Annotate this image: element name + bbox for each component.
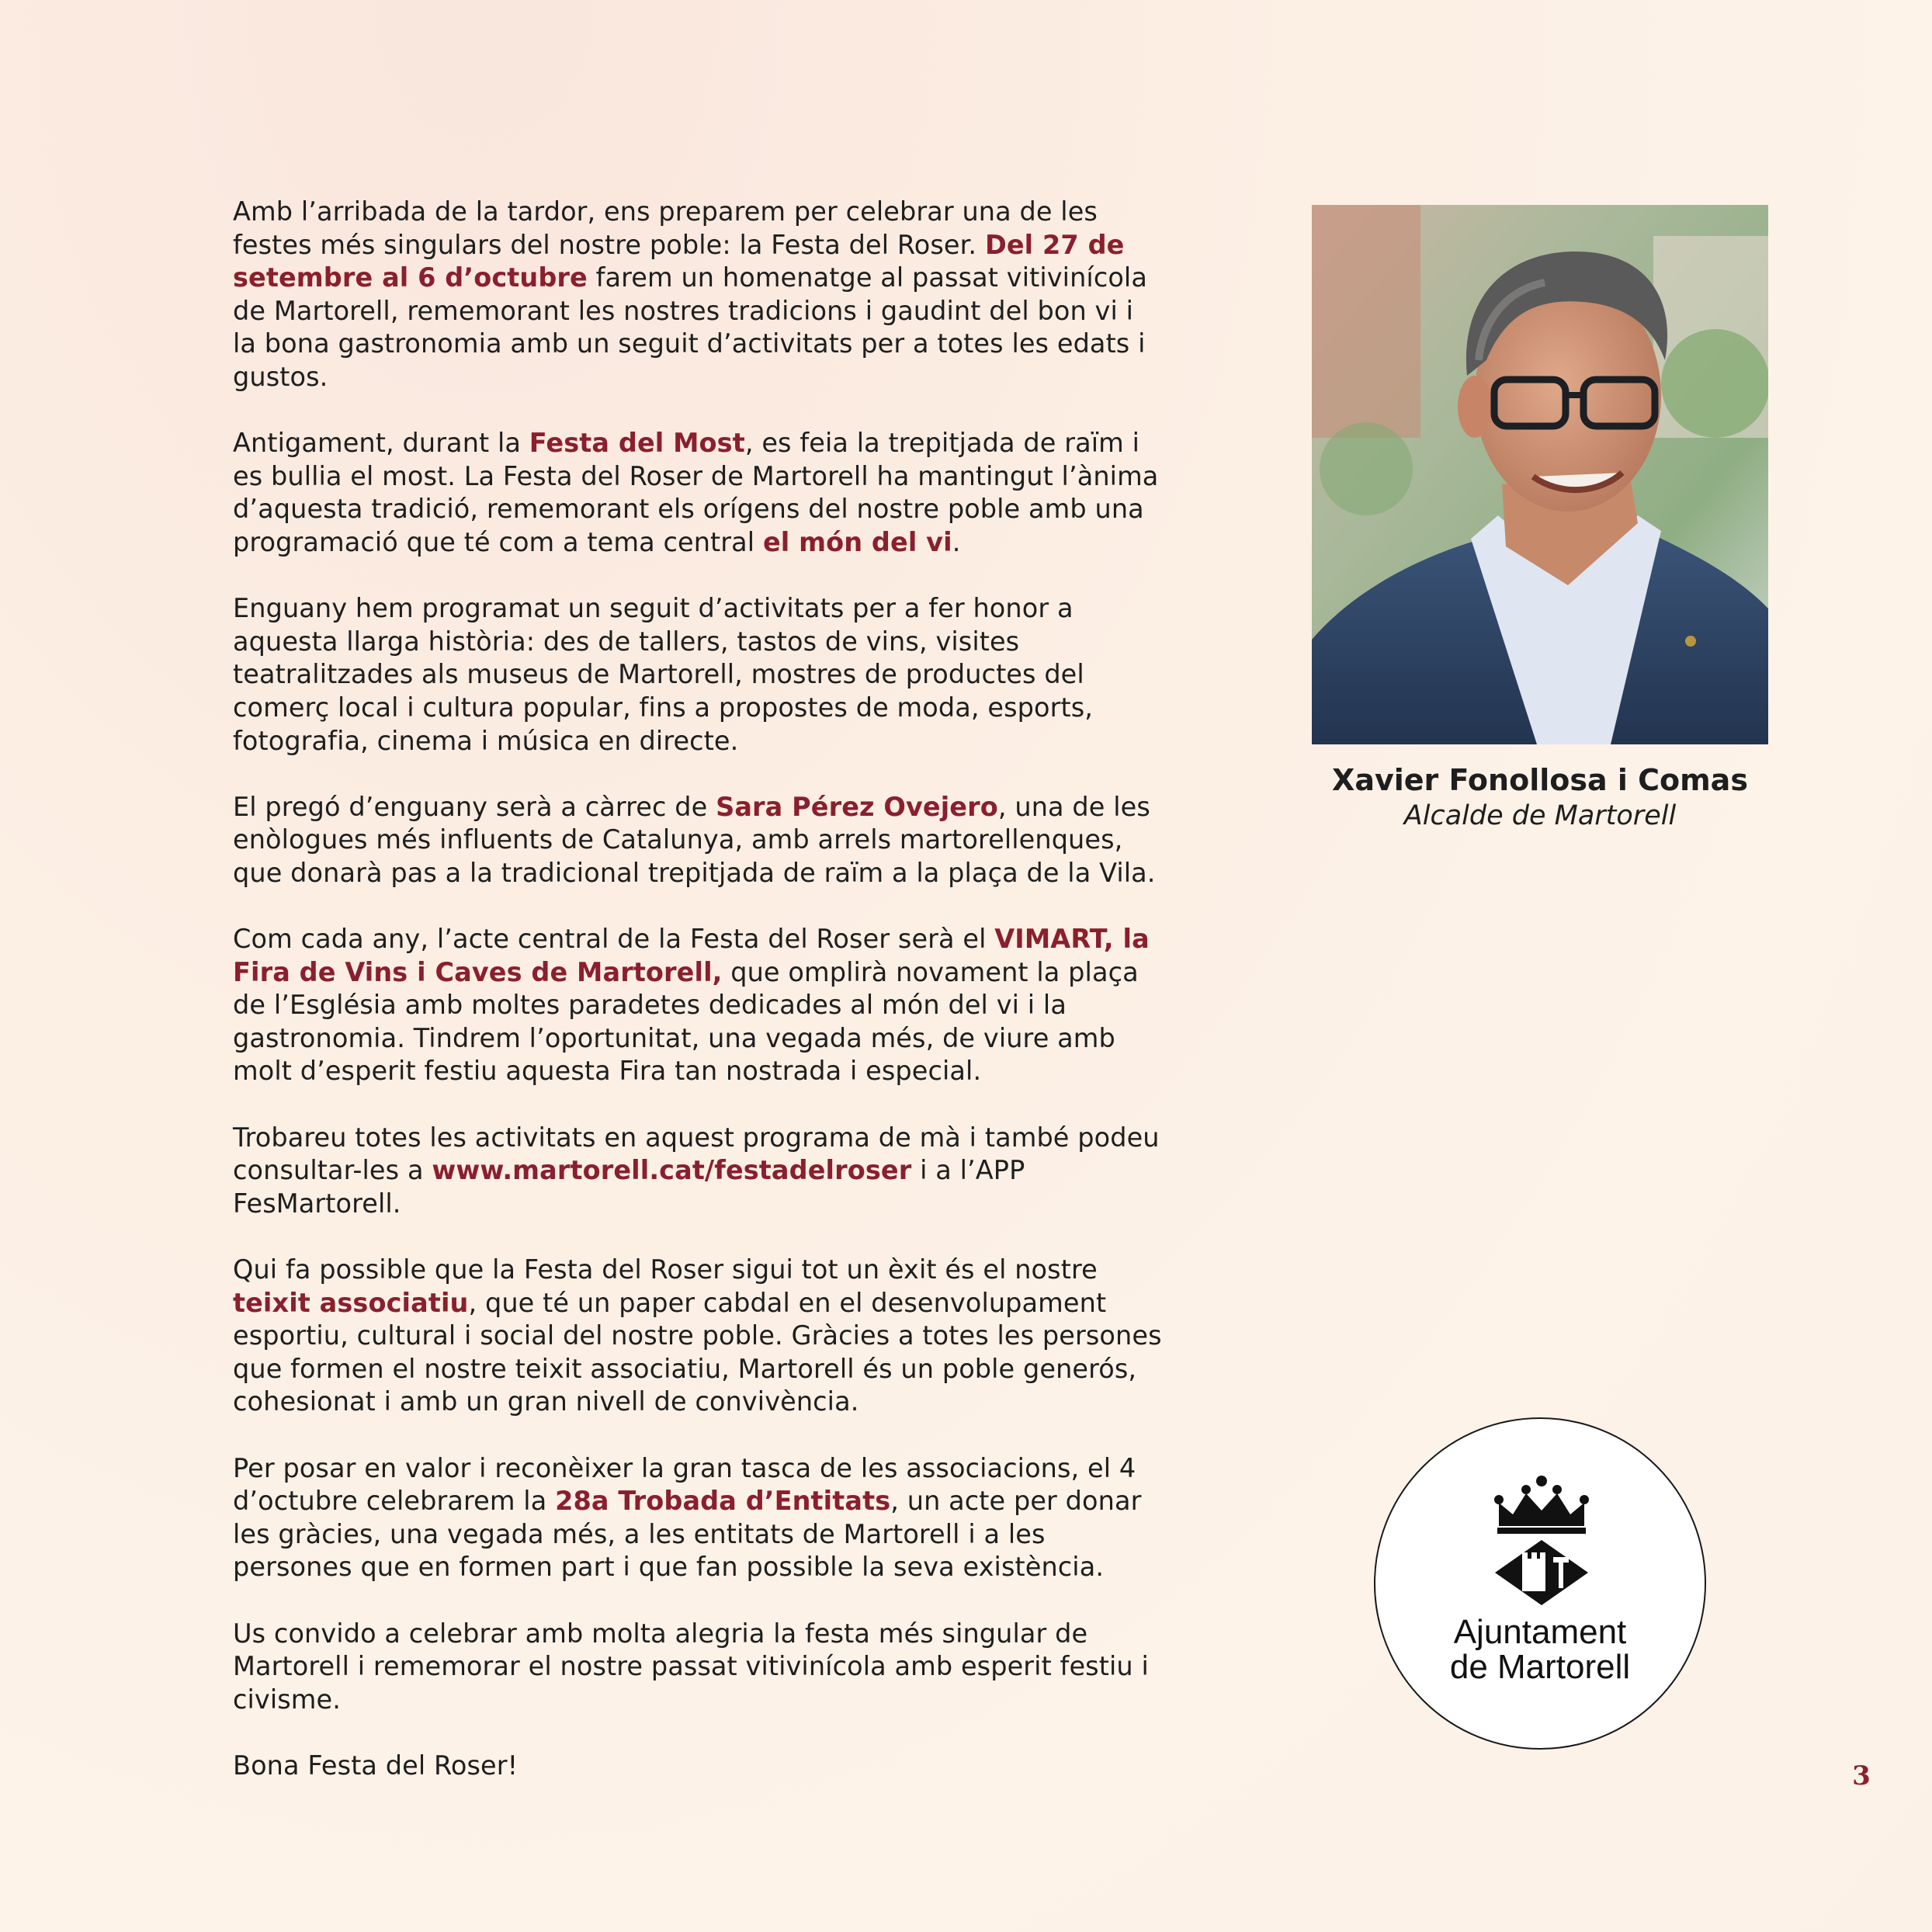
festa-url-link[interactable]: www.martorell.cat/festadelroser bbox=[432, 1155, 912, 1186]
coat-of-arms-icon bbox=[1491, 1472, 1592, 1608]
highlight-trobada-entitats: 28a Trobada d’Entitats bbox=[555, 1486, 891, 1517]
mayor-portrait bbox=[1312, 205, 1768, 744]
mayor-role: Alcalde de Martorell bbox=[1403, 800, 1677, 831]
highlight-dates: Del 27 de setembre al 6 d’octubre bbox=[233, 229, 1125, 293]
paragraph-1: Amb l’arribada de la tardor, ens preparem per celebrar una de les festes més singulars del nostre poble: la Festa del Roser. Del 27 de setembre al 6 d’octubre farem un homenatge al passat vitivinícola de Martorell, rememorant les nostres tradicions i gaudint del bon vi i la bona gastronomia amb un seguit d’activitats per a totes les edats i gustos. bbox=[233, 196, 1147, 392]
paragraph-3: Enguany hem programat un seguit d’activitats per a fer honor a aquesta llarga història: des de tallers, tastos de vins, visites teatralitzades als museus de Martorell, mostres de productes del comerç local i cultura popular, fins a propostes de moda, esports, fotografia, cinema i música en directe. bbox=[233, 593, 1094, 756]
ajuntament-logo bbox=[1374, 1417, 1706, 1750]
paragraph-6: Trobareu totes les activitats en aquest programa de mà i també podeu consultar-les a www.martorell.cat/festadelroser i a l’APP FesMartorell. bbox=[233, 1122, 1160, 1219]
paragraph-4: El pregó d’enguany serà a càrrec de Sara Pérez Ovejero, una de les enòlogues més influents de Catalunya, amb arrels martorellenques, que donarà pas a la tradicional trepitjada de raïm a la plaça de la Vila. bbox=[233, 791, 1156, 888]
signature-caption bbox=[1312, 762, 1768, 834]
paragraph-5: Com cada any, l’acte central de la Festa del Roser serà el VIMART, la Fira de Vins i Caves de Martorell, que omplirà novament la plaça de l’Església amb moltes paradetes dedicades al món del vi i la gastronomia. Tindrem l’oportunitat, una vegada més, de viure amb molt d’esperit festiu aquesta Fira tan nostrada i especial. bbox=[233, 924, 1150, 1087]
highlight-festa-del-most: Festa del Most bbox=[529, 428, 745, 459]
highlight-vimart: VIMART, la Fira de Vins i Caves de Martorell, bbox=[233, 924, 1150, 987]
paragraph-9: Us convido a celebrar amb molta alegria la festa més singular de Martorell i rememorar el nostre passat vitivinícola amb esperit festiu i civisme. bbox=[233, 1618, 1149, 1715]
closing-line: Bona Festa del Roser! bbox=[233, 1750, 519, 1781]
logo-text-line2: de Martorell bbox=[1449, 1648, 1631, 1686]
page-number: 3 bbox=[1852, 1760, 1871, 1792]
paragraph-8: Per posar en valor i reconèixer la gran tasca de les associacions, el 4 d’octubre celebrarem la 28a Trobada d’Entitats, un acte per donar les gràcies, una vegada més, a les entitats de Martorell i a les persones que en formen part i que fan possible la seva existència. bbox=[233, 1452, 1142, 1583]
portrait-illustration bbox=[1312, 205, 1768, 744]
highlight-sara-perez: Sara Pérez Ovejero bbox=[716, 791, 998, 822]
paragraph-2: Antigament, durant la Festa del Most, es feia la trepitjada de raïm i es bullia el most. La Festa del Roser de Martorell ha mantingut l’ànima d’aquesta tradició, rememorant els orígens del nostre poble amb una programació que té com a tema central el món del vi. bbox=[233, 428, 1159, 557]
letter-body bbox=[233, 196, 1164, 1816]
highlight-mon-del-vi: el món del vi bbox=[762, 526, 952, 557]
highlight-teixit-associatiu: teixit associatiu bbox=[233, 1287, 469, 1318]
paragraph-7: Qui fa possible que la Festa del Roser sigui tot un èxit és el nostre teixit associatiu, que té un paper cabdal en el desenvolupament esportiu, cultural i social del nostre poble. Gràcies a totes les persones que formen el nostre teixit associatiu, Martorell és un poble generós, cohesionat i amb un gran nivell de convivència. bbox=[233, 1254, 1162, 1417]
logo-text-line1: Ajuntament bbox=[1453, 1613, 1627, 1651]
mayor-name: Xavier Fonollosa i Comas bbox=[1332, 763, 1748, 797]
